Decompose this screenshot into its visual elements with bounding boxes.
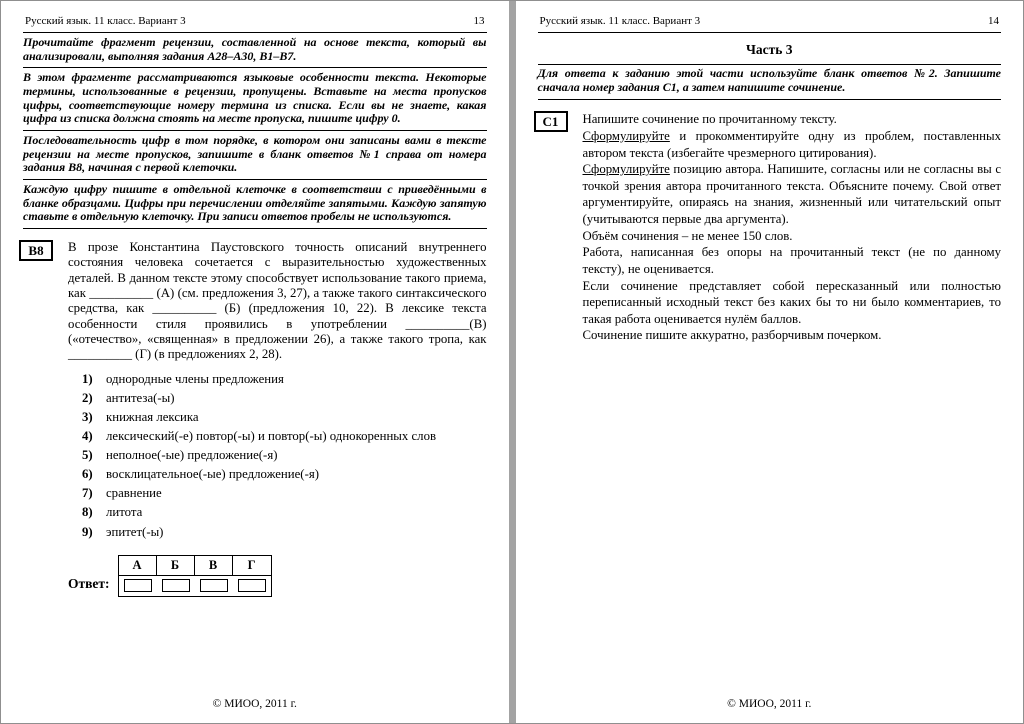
part-instruction: Для ответа к заданию этой части используйте бланк ответов №2. Запишите сначала номер задания С1, а затем напишите сочинение. [537, 66, 1001, 94]
essay-paragraph [583, 111, 1002, 128]
option-number: 2) [82, 390, 93, 405]
part-instruction-block [538, 64, 1002, 100]
essay-text: Работа, написанная без опоры на прочитанный текст (не по данному тексту), не оценивается. [582, 245, 1001, 276]
option-number: 7) [82, 486, 93, 501]
part-title: Часть 3 [745, 42, 793, 57]
header-title: Русский язык. 11 класс. Вариант 3 [539, 15, 701, 27]
answer-box [200, 579, 228, 592]
answer-table-cells [119, 576, 271, 596]
essay-text: и прокомментируйте одну из проблем, поставленных автором текста (избегайте чрезмерного цитирования). [582, 128, 1001, 160]
instruction-paragraph: Последовательность цифр в том порядке, в котором они записаны вами в тексте рецензии на месте пропусков, запишите в бланк ответов №1 справа от номера задания В8, начиная с первой клеточки. [23, 131, 487, 180]
essay-text: Если сочинение представляет собой пересказанный или полностью переписанный исходный текст без каких бы то ни было комментариев, то такая работа оценивается нулём баллов. [582, 278, 1001, 326]
essay-text: позицию автора. Напишите, согласны или не согласны вы с точкой зрения автора прочитанного текста. Объясните почему. Свой ответ аргументируйте, опираясь на знания, жизненный или читательский опыт (учитываются первые два аргумента). [582, 162, 1001, 227]
answer-cell-b [157, 579, 195, 592]
essay-paragraph [583, 327, 1002, 344]
header-title: Русский язык. 11 класс. Вариант 3 [25, 15, 186, 27]
task-label-c1: С1 [534, 111, 568, 132]
task-b8-body [68, 240, 487, 597]
answer-table [118, 555, 272, 597]
option-number: 6) [82, 467, 93, 482]
option-text: эпитет(-ы) [106, 524, 164, 539]
option-item [82, 525, 487, 540]
page-right [516, 1, 1024, 723]
option-number: 8) [82, 505, 93, 520]
page-header [23, 11, 487, 33]
answer-cell-g [233, 579, 271, 592]
option-text: антитеза(-ы) [106, 390, 175, 405]
task-label-b8: В8 [19, 240, 53, 261]
answer-box [124, 579, 152, 592]
option-number: 9) [82, 524, 93, 539]
option-text: неполное(-ые) предложение(-я) [106, 448, 278, 463]
option-item [82, 448, 487, 463]
option-text: сравнение [106, 486, 162, 501]
essay-paragraph [583, 128, 1002, 161]
page-number: 13 [473, 15, 485, 27]
answer-column-header-v: В [195, 556, 233, 575]
options-list [82, 372, 487, 540]
essay-paragraph [583, 278, 1002, 328]
answer-row [68, 555, 487, 597]
answer-box [162, 579, 190, 592]
option-item [82, 429, 487, 444]
task-b8-text: В прозе Константина Паустовского точность описаний внутреннего состояния человека сочетается с выразительностью художественных деталей. В данном тексте этому способствует использование такого приема, как __________ (А) (см. предложения 3, 27), а также такого синтаксического средства, как __________ (Б) (предложения 10, 22). В лексике текста особенности стиля проявились в употреблении __________(В) («отечество», «священная» в предложении 26), а также такого тропа, как __________ (Г) (в предложениях 2, 28). [68, 240, 487, 362]
answer-table-header [119, 556, 271, 576]
answer-column-header-a: А [119, 556, 157, 575]
option-text: книжная лексика [106, 410, 199, 424]
task-b8 [23, 240, 487, 597]
page-left [1, 1, 509, 723]
answer-column-header-g: Г [247, 557, 256, 572]
essay-lead: Сформулируйте [582, 162, 670, 177]
instruction-paragraph: В этом фрагменте рассматриваются языковые особенности текста. Некоторые термины, использованные в рецензии, пропущены. Вставьте на места пропусков цифры, соответствующие номеру термина из списка. Если вы не знаете, какая цифра из списка должна стоять на месте пропуска, пишите цифру 0. [23, 68, 487, 131]
option-number: 3) [82, 410, 93, 424]
instructions-block [23, 33, 487, 229]
essay-text: Сочинение пишите аккуратно, разборчивым почерком. [582, 328, 882, 343]
option-text: лексический(-е) повтор(-ы) и повтор(-ы) однокоренных слов [106, 429, 437, 444]
instruction-paragraph: Прочитайте фрагмент рецензии, составленной на основе текста, который вы анализировали, выполняя задания А28–А30, В1–В7. [23, 33, 487, 68]
answer-cell-v [195, 579, 233, 592]
option-item [82, 467, 487, 482]
option-number: 5) [82, 448, 93, 463]
page-header [538, 11, 1002, 33]
essay-paragraph [583, 161, 1002, 228]
essay-text: Объём сочинения – не менее 150 слов. [582, 228, 793, 243]
option-item [82, 391, 487, 406]
option-item [82, 410, 487, 425]
essay-paragraph [583, 244, 1002, 277]
page-footer: © МИОО, 2011 г. [727, 698, 812, 710]
answer-column-header-b: Б [157, 556, 195, 575]
instruction-paragraph: Каждую цифру пишите в отдельной клеточке в соответствии с приведёнными в бланке образцами. Цифры при перечислении отделяйте запятыми. Каждую запятую ставьте в отдельную клеточку. При записи ответов пробелы не используются. [23, 180, 487, 229]
essay-text: Напишите сочинение по прочитанному тексту. [582, 112, 837, 127]
answer-cell-a [119, 579, 157, 592]
task-c1-body [583, 111, 1002, 344]
option-text: литота [106, 505, 143, 520]
option-item [82, 486, 487, 501]
answer-label: Ответ: [68, 575, 110, 591]
option-number: 4) [82, 429, 93, 444]
answer-box [238, 579, 266, 592]
page-footer: © МИОО, 2011 г. [212, 698, 297, 710]
option-text: восклицательное(-ые) предложение(-я) [106, 467, 319, 482]
essay-lead: Сформулируйте [582, 128, 670, 143]
essay-paragraph [583, 228, 1002, 245]
page-number: 14 [988, 15, 999, 27]
option-text: однородные члены предложения [106, 371, 284, 386]
task-c1 [538, 111, 1002, 344]
option-item [82, 505, 487, 520]
option-number: 1) [82, 371, 93, 386]
option-item [82, 372, 487, 387]
